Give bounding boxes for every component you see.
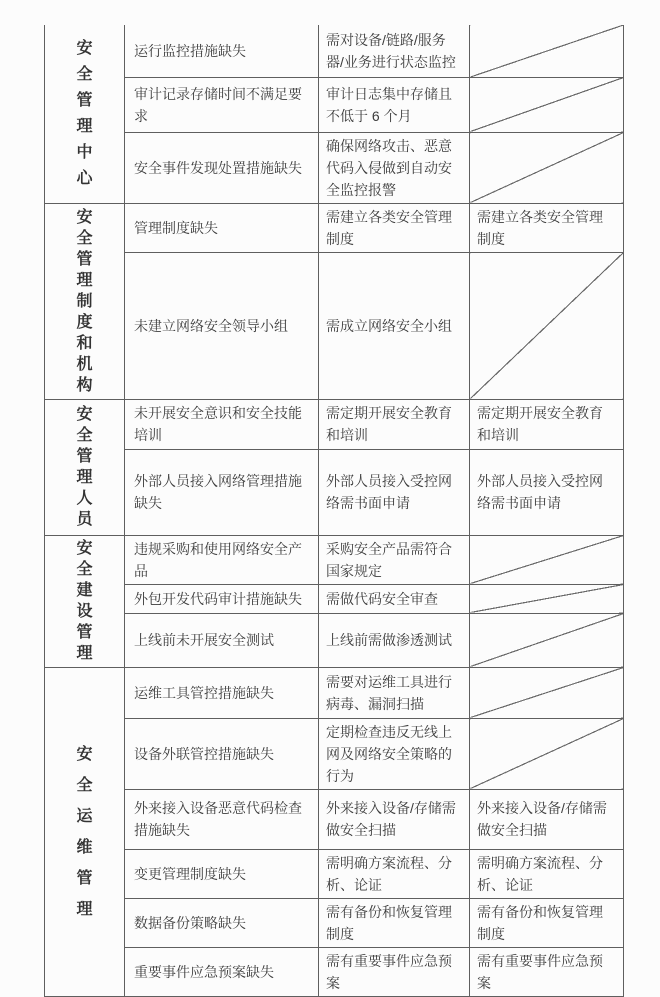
issue-cell: 未建立网络安全领导小组 bbox=[125, 252, 319, 399]
table-row bbox=[45, 849, 624, 898]
table-row bbox=[45, 613, 624, 667]
issue-cell: 上线前未开展安全测试 bbox=[125, 613, 319, 667]
requirement-cell: 需有备份和恢复管理制度 bbox=[470, 898, 624, 947]
requirement-cell: 需要对运维工具进行病毒、漏洞扫描 bbox=[319, 667, 470, 718]
requirement-cell: 需对设备/链路/服务器/业务进行状态监控 bbox=[319, 25, 470, 77]
requirement-cell: 外部人员接入受控网络需书面申请 bbox=[470, 449, 624, 535]
requirement-cell: 需成立网络安全小组 bbox=[319, 252, 470, 399]
empty-cell-diagonal bbox=[470, 25, 624, 77]
issue-cell: 运维工具管控措施缺失 bbox=[125, 667, 319, 718]
table-row bbox=[45, 535, 624, 584]
empty-cell-diagonal bbox=[470, 613, 624, 667]
empty-cell-diagonal bbox=[470, 584, 624, 613]
table-row bbox=[45, 449, 624, 535]
security-rectification-table bbox=[44, 25, 624, 997]
requirement-cell: 需建立各类安全管理制度 bbox=[319, 203, 470, 252]
requirement-cell: 定期检查违反无线上网及网络安全策略的行为 bbox=[319, 718, 470, 789]
requirement-cell: 采购安全产品需符合国家规定 bbox=[319, 535, 470, 584]
empty-cell-diagonal bbox=[470, 77, 624, 132]
category-cell-security-management-system-org bbox=[45, 203, 125, 399]
category-cell-security-operations-management bbox=[45, 667, 125, 996]
requirement-cell: 需定期开展安全教育和培训 bbox=[319, 399, 470, 449]
category-label: 安全管理制度和机构 bbox=[76, 208, 93, 394]
category-cell-security-management-personnel bbox=[45, 399, 125, 535]
issue-cell: 安全事件发现处置措施缺失 bbox=[125, 132, 319, 203]
requirement-cell: 需定期开展安全教育和培训 bbox=[470, 399, 624, 449]
empty-cell-diagonal bbox=[470, 718, 624, 789]
requirement-cell: 需做代码安全审查 bbox=[319, 584, 470, 613]
issue-cell: 管理制度缺失 bbox=[125, 203, 319, 252]
category-label: 安全运维管理 bbox=[76, 745, 93, 918]
requirement-cell: 需有重要事件应急预案 bbox=[470, 947, 624, 996]
table-row bbox=[45, 399, 624, 449]
table-row bbox=[45, 898, 624, 947]
category-cell-security-construction-management bbox=[45, 535, 125, 667]
empty-cell-diagonal bbox=[470, 535, 624, 584]
requirement-cell: 需明确方案流程、分析、论证 bbox=[319, 849, 470, 898]
table-row bbox=[45, 132, 624, 203]
issue-cell: 未开展安全意识和安全技能培训 bbox=[125, 399, 319, 449]
table-row bbox=[45, 667, 624, 718]
table-row bbox=[45, 789, 624, 849]
category-label: 安全管理中心 bbox=[76, 39, 93, 187]
requirement-cell: 外部人员接入受控网络需书面申请 bbox=[319, 449, 470, 535]
empty-cell-diagonal bbox=[470, 667, 624, 718]
requirement-cell: 外来接入设备/存储需做安全扫描 bbox=[470, 789, 624, 849]
requirement-cell: 确保网络攻击、恶意代码入侵做到自动安全监控报警 bbox=[319, 132, 470, 203]
issue-cell: 违规采购和使用网络安全产品 bbox=[125, 535, 319, 584]
table-wrapper bbox=[44, 25, 624, 997]
issue-cell: 设备外联管控措施缺失 bbox=[125, 718, 319, 789]
issue-cell: 重要事件应急预案缺失 bbox=[125, 947, 319, 996]
issue-cell: 外包开发代码审计措施缺失 bbox=[125, 584, 319, 613]
empty-cell-diagonal bbox=[470, 252, 624, 399]
table-row bbox=[45, 584, 624, 613]
requirement-cell: 外来接入设备/存储需做安全扫描 bbox=[319, 789, 470, 849]
issue-cell: 审计记录存储时间不满足要求 bbox=[125, 77, 319, 132]
requirement-cell: 需建立各类安全管理制度 bbox=[470, 203, 624, 252]
issue-cell: 变更管理制度缺失 bbox=[125, 849, 319, 898]
table-row bbox=[45, 77, 624, 132]
requirement-cell: 需有备份和恢复管理制度 bbox=[319, 898, 470, 947]
category-label: 安全管理人员 bbox=[76, 406, 93, 528]
requirement-cell: 审计日志集中存储且不低于 6 个月 bbox=[319, 77, 470, 132]
issue-cell: 外来接入设备恶意代码检查措施缺失 bbox=[125, 789, 319, 849]
table-row bbox=[45, 25, 624, 77]
issue-cell: 数据备份策略缺失 bbox=[125, 898, 319, 947]
requirement-cell: 上线前需做渗透测试 bbox=[319, 613, 470, 667]
empty-cell-diagonal bbox=[470, 132, 624, 203]
category-cell-security-management-center bbox=[45, 25, 125, 203]
table-row bbox=[45, 718, 624, 789]
issue-cell: 外部人员接入网络管理措施缺失 bbox=[125, 449, 319, 535]
issue-cell: 运行监控措施缺失 bbox=[125, 25, 319, 77]
table-row bbox=[45, 203, 624, 252]
requirement-cell: 需明确方案流程、分析、论证 bbox=[470, 849, 624, 898]
requirement-cell: 需有重要事件应急预案 bbox=[319, 947, 470, 996]
category-label: 安全建设管理 bbox=[76, 540, 93, 662]
table-row bbox=[45, 947, 624, 996]
table-row bbox=[45, 252, 624, 399]
